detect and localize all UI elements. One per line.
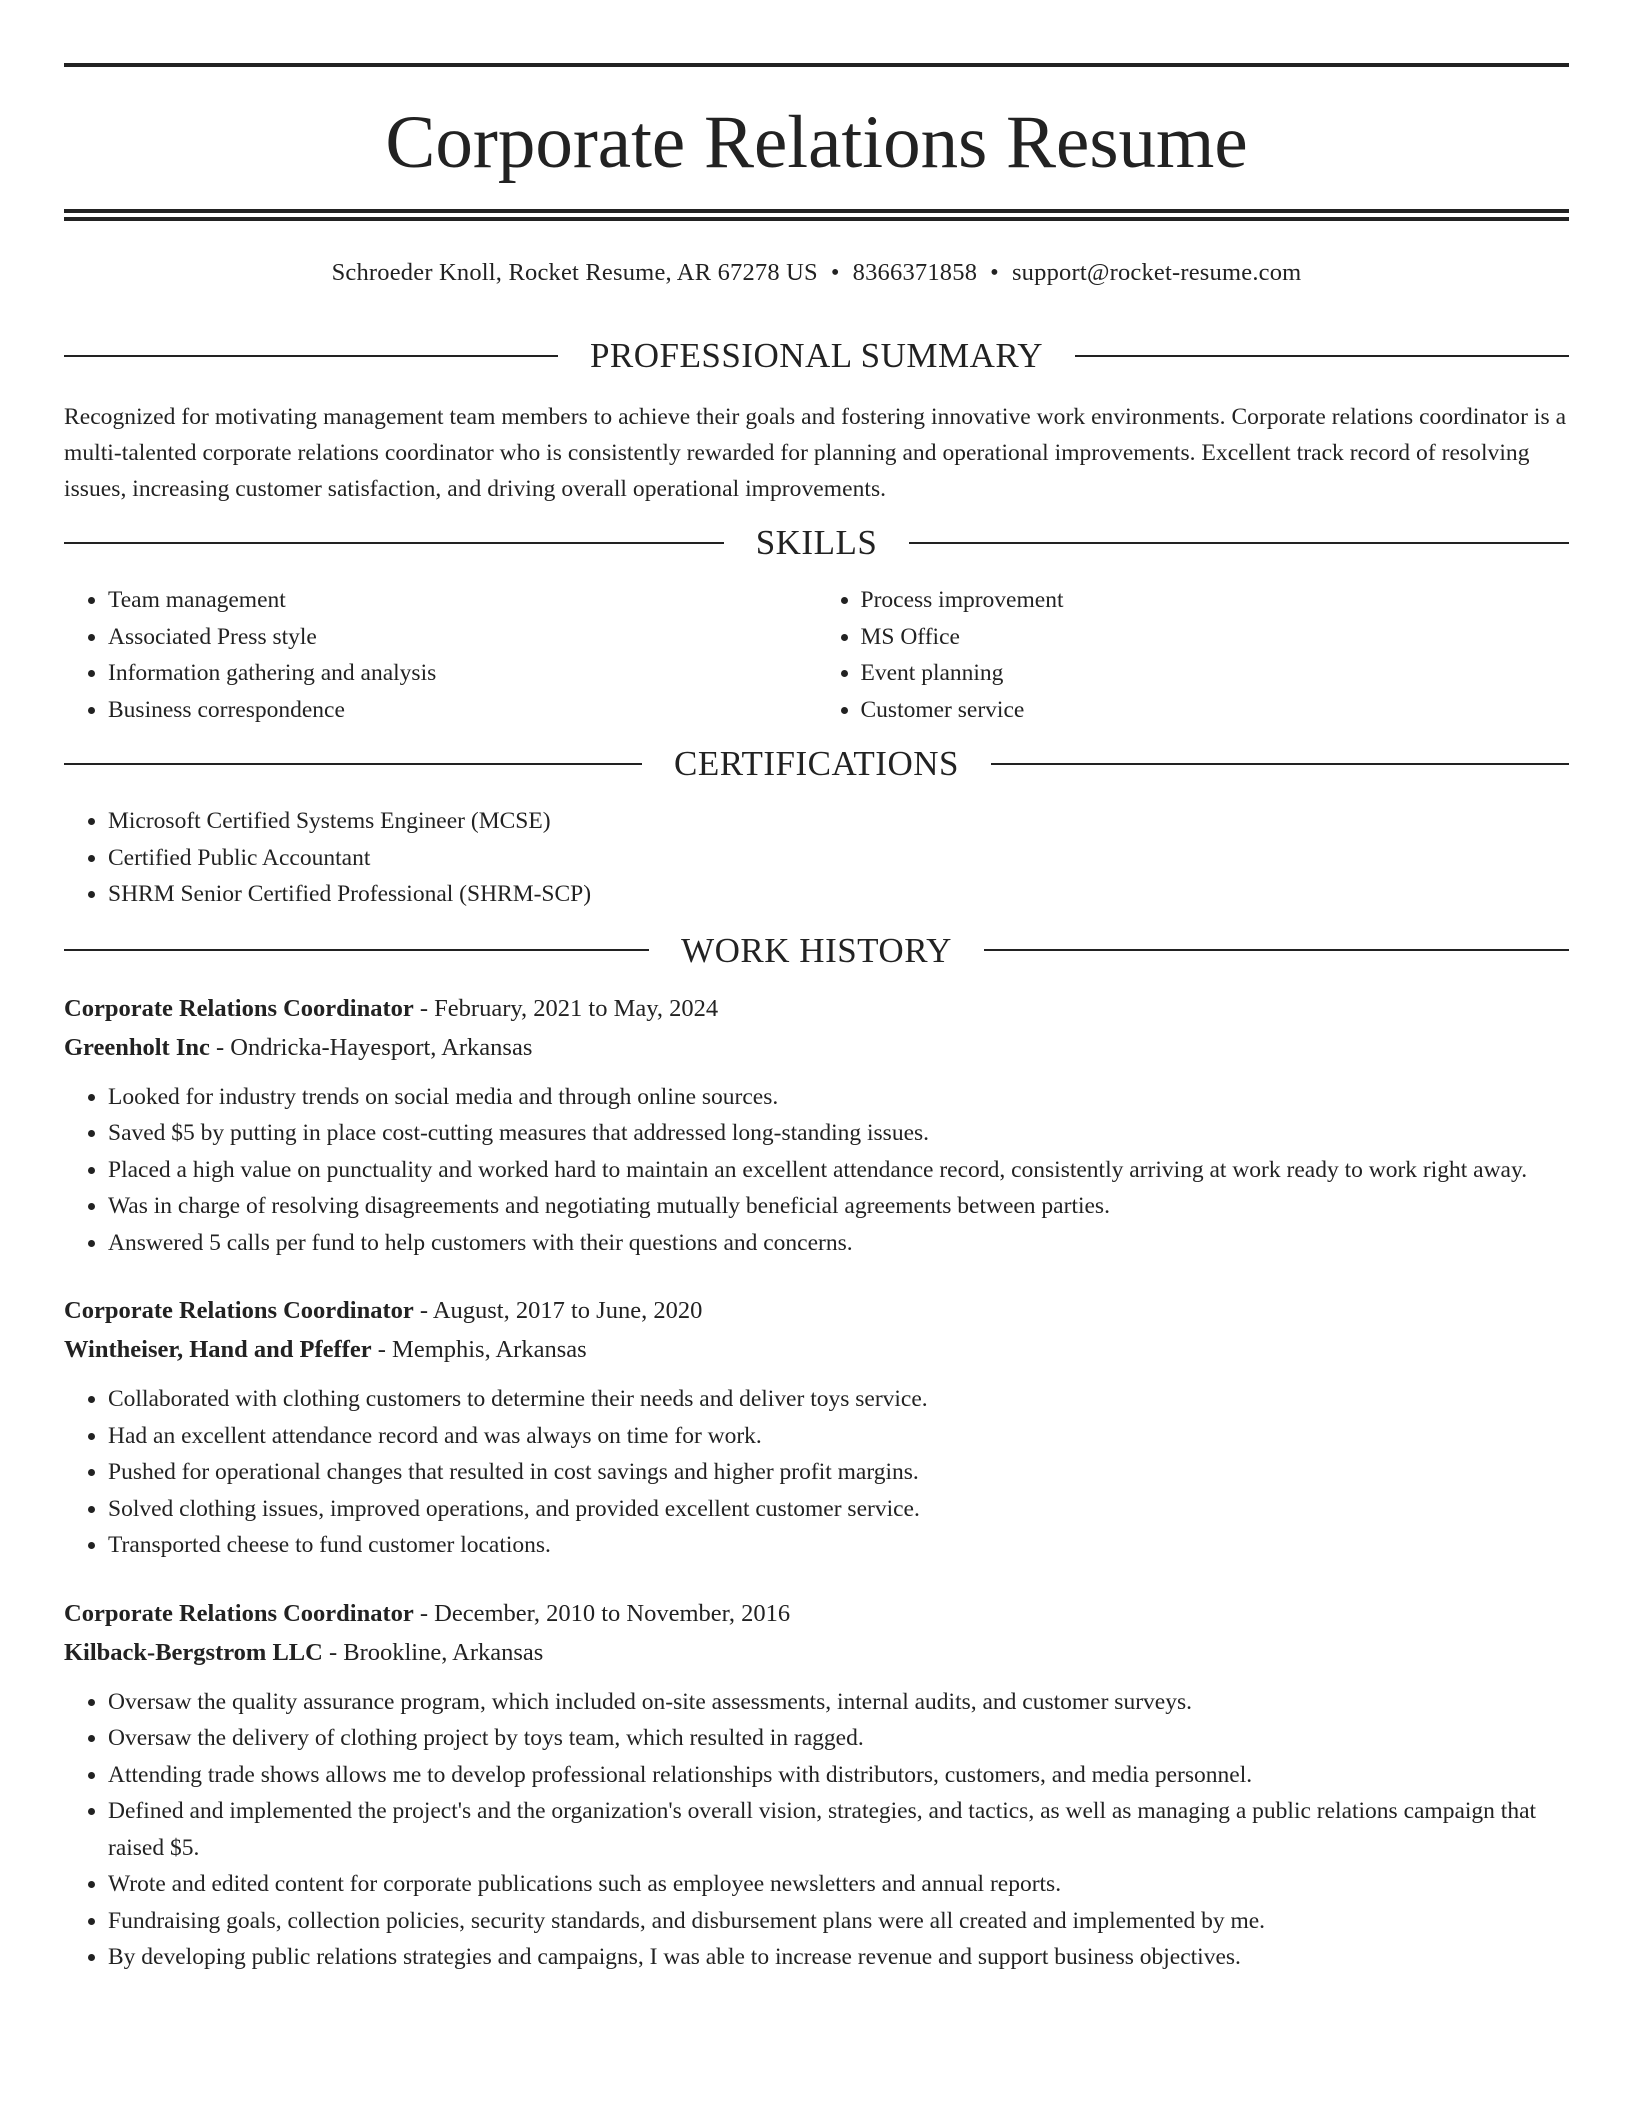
certifications-heading: CERTIFICATIONS [674, 744, 959, 783]
work-section-header [64, 930, 1569, 970]
certifications-section-header [64, 746, 1569, 781]
job-location: - Ondricka-Hayesport, Arkansas [209, 1033, 533, 1061]
skill-item: • Event planning [861, 655, 1570, 692]
divider-line [64, 763, 642, 765]
summary-heading: PROFESSIONAL SUMMARY [589, 336, 1044, 375]
job-dates: - August, 2017 to June, 2020 [413, 1297, 703, 1324]
skill-item: • Information gathering and analysis [108, 655, 817, 692]
skill-item: • Associated Press style [108, 619, 817, 656]
job-title-line [64, 989, 1569, 1028]
job-title-line [64, 1594, 1569, 1633]
job-location: - Memphis, Arkansas [371, 1336, 587, 1363]
resume-title: Corporate Relations Resume [385, 101, 1248, 184]
contact-address: Schroeder Knoll, Rocket Resume, AR 67278 US [331, 259, 818, 286]
job-bullet: • Attending trade shows allows me to develop professional relationships with distributors, customers, and media personnel. [108, 1757, 1569, 1794]
skills-column-left [64, 582, 817, 728]
skills-heading: SKILLS [755, 523, 878, 562]
job-bullet: • Solved clothing issues, improved operations, and provided excellent customer service. [108, 1491, 1569, 1528]
skill-item: • Customer service [861, 692, 1570, 729]
job-bullet: • Transported cheese to fund customer locations. [108, 1527, 1569, 1564]
job-bullet: • Had an excellent attendance record and was always on time for work. [108, 1418, 1569, 1455]
certification-item: • Certified Public Accountant [108, 840, 1569, 877]
job-bullets [64, 1684, 1569, 1976]
contact-separator: • [830, 259, 840, 286]
skill-item: • Business correspondence [108, 692, 817, 729]
job-bullet: • Oversaw the quality assurance program, which included on-site assessments, internal audits, and customer surveys. [108, 1684, 1569, 1721]
job-company-line [64, 1330, 1569, 1369]
divider-line [1075, 355, 1569, 357]
job-company: Greenholt Inc [64, 1033, 210, 1061]
job-entry [64, 1594, 1569, 1976]
job-entry [64, 989, 1569, 1262]
work-heading: WORK HISTORY [681, 930, 952, 970]
job-dates: - December, 2010 to November, 2016 [413, 1599, 791, 1627]
top-rule [64, 63, 1569, 67]
job-bullet: • By developing public relations strategies and campaigns, I was able to increase revenue and support business objectives. [108, 1939, 1569, 1976]
job-bullet: • Oversaw the delivery of clothing project by toys team, which resulted in ragged. [108, 1720, 1569, 1757]
summary-section-header [64, 338, 1569, 373]
job-bullet: • Defined and implemented the project's and the organization's overall vision, strategies, and tactics, as well as managing a public relations campaign that raised $5. [108, 1793, 1569, 1866]
skills-list [64, 582, 1569, 728]
divider-line [991, 763, 1569, 765]
divider-line [984, 949, 1569, 951]
divider-line [64, 355, 558, 357]
resume-page [64, 63, 1569, 1976]
contact-phone: 8366371858 [852, 259, 978, 286]
job-bullet: • Looked for industry trends on social media and through online sources. [108, 1079, 1569, 1116]
job-bullet: • Collaborated with clothing customers to determine their needs and deliver toys service. [108, 1381, 1569, 1418]
job-bullet: • Answered 5 calls per fund to help customers with their questions and concerns. [108, 1225, 1569, 1262]
job-company: Kilback-Bergstrom LLC [64, 1638, 323, 1666]
job-company-line [64, 1028, 1569, 1067]
job-bullet: • Fundraising goals, collection policies, security standards, and disbursement plans were all created and implemented by me. [108, 1903, 1569, 1940]
job-title-line [64, 1291, 1569, 1330]
job-bullets [64, 1381, 1569, 1564]
job-bullet: • Pushed for operational changes that resulted in cost savings and higher profit margins. [108, 1454, 1569, 1491]
skill-item: • Team management [108, 582, 817, 619]
skill-item: • MS Office [861, 619, 1570, 656]
divider-line [64, 949, 649, 951]
job-entry [64, 1291, 1569, 1564]
job-company: Wintheiser, Hand and Pfeffer [64, 1336, 372, 1363]
title-double-rule [64, 209, 1569, 221]
job-title: Corporate Relations Coordinator [64, 1599, 414, 1627]
skills-column-right [817, 582, 1570, 728]
job-bullet: • Wrote and edited content for corporate publications such as employee newsletters and annual reports. [108, 1866, 1569, 1903]
contact-email: support@rocket-resume.com [1011, 259, 1302, 286]
job-title: Corporate Relations Coordinator [64, 994, 414, 1022]
certifications-list [64, 803, 1569, 913]
contact-separator: • [990, 259, 999, 286]
divider-line [64, 542, 724, 544]
certification-item: • Microsoft Certified Systems Engineer (MCSE) [108, 803, 1569, 840]
skill-item: • Process improvement [861, 582, 1570, 619]
job-bullets [64, 1079, 1569, 1262]
job-bullet: • Was in charge of resolving disagreements and negotiating mutually beneficial agreements between parties. [108, 1188, 1569, 1225]
divider-line [909, 542, 1569, 544]
job-company-line [64, 1633, 1569, 1672]
job-bullet: • Placed a high value on punctuality and worked hard to maintain an excellent attendance record, consistently arriving at work ready to work right away. [108, 1152, 1569, 1189]
summary-text: Recognized for motivating management team members to achieve their goals and fostering innovative work environments. Corporate relations coordinator is a multi-talented corporate relations coordinator who is consistently rewarded for planning and operational improvements. Excellent track record of resolving issues, increasing customer satisfaction, and driving overall operational improvements. [64, 404, 1567, 502]
contact-line [64, 259, 1569, 289]
skills-section-header [64, 525, 1569, 560]
job-dates: - February, 2021 to May, 2024 [413, 994, 719, 1022]
certification-item: • SHRM Senior Certified Professional (SHRM-SCP) [108, 876, 1569, 913]
job-title: Corporate Relations Coordinator [64, 1297, 414, 1324]
job-bullet: • Saved $5 by putting in place cost-cutting measures that addressed long-standing issues. [108, 1115, 1569, 1152]
job-location: - Brookline, Arkansas [322, 1638, 544, 1666]
